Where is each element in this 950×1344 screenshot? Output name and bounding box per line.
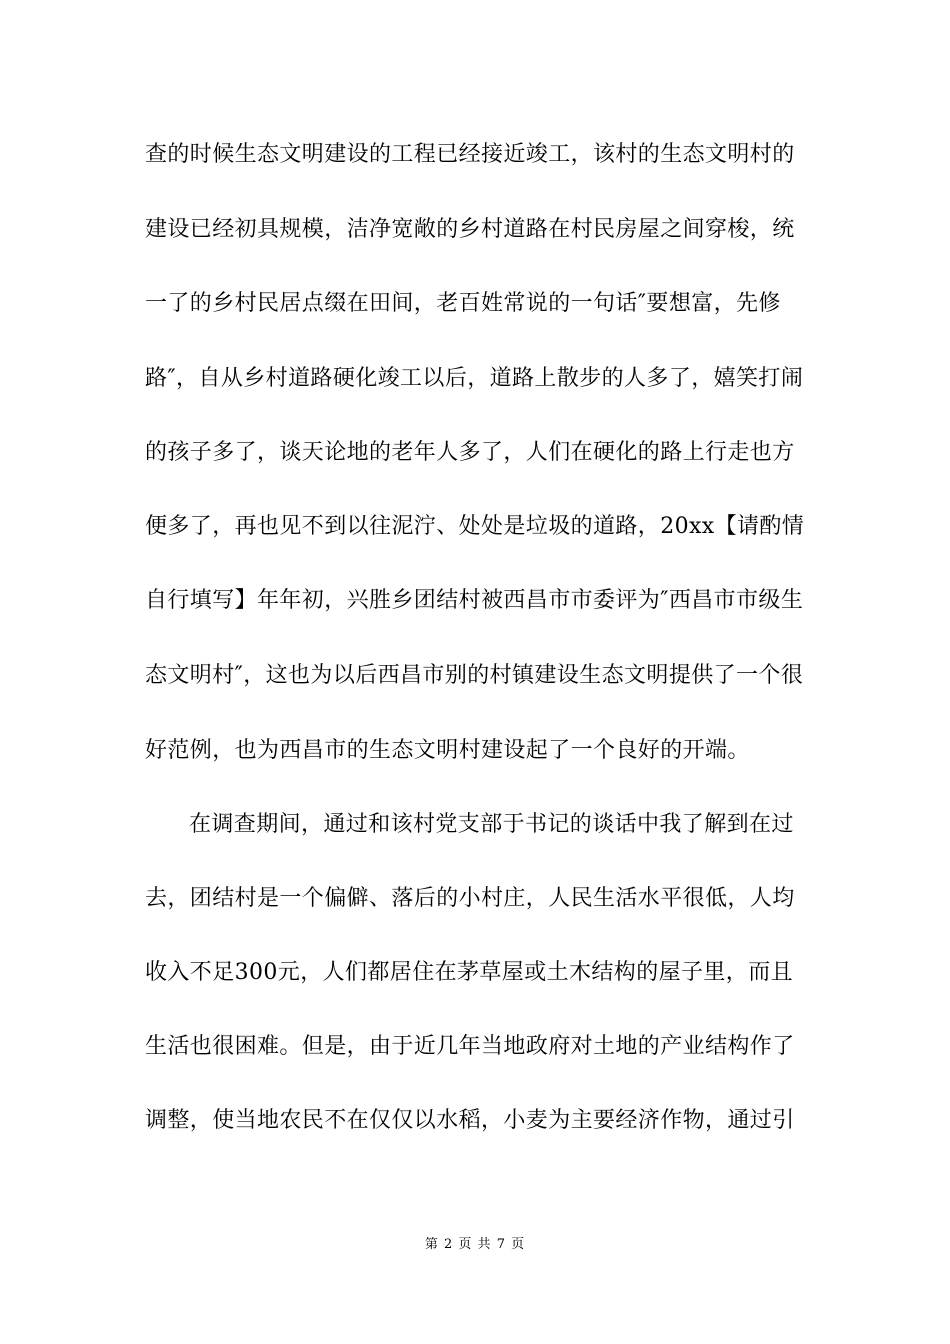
text-line: 调整，使当地农民不在仅仅以水稻，小麦为主要经济作物，通过引 [145,1108,795,1133]
text-line: 收入不足300元，人们都居住在茅草屋或土木结构的屋子里，而且 [145,960,793,985]
text-line: 好范例，也为西昌市的生态文明村建设起了一个良好的开端。 [145,738,750,763]
text-line: 态文明村″，这也为以后西昌市别的村镇建设生态文明提供了一个很 [145,663,804,688]
text-line: 自行填写】年年初，兴胜乡团结村被西昌市市委评为″西昌市市级生 [145,588,804,613]
text-line: 生活也很困难。但是，由于近几年当地政府对土地的产业结构作了 [145,1034,795,1059]
text-line: 便多了，再也见不到以往泥泞、处处是垃圾的道路，20xx【请酌情 [145,514,805,539]
text-line: 的孩子多了，谈天论地的老年人多了，人们在硬化的路上行走也方 [145,440,795,465]
paragraph-first-line: 在调查期间，通过和该村党支部于书记的谈话中我了解到在过 [189,812,794,837]
page-number-footer: 第 2 页 共 7 页 [424,1237,526,1252]
text-line: 一了的乡村民居点缀在田间，老百姓常说的一句话″要想富，先修 [145,291,781,316]
text-line: 查的时候生态文明建设的工程已经接近竣工，该村的生态文明村的 [145,142,795,167]
text-line: 去，团结村是一个偏僻、落后的小村庄，人民生活水平很低，人均 [145,886,795,911]
text-line: 路″，自从乡村道路硬化竣工以后，道路上散步的人多了，嬉笑打闹 [145,366,804,391]
text-line: 建设已经初具规模，洁净宽敞的乡村道路在村民房屋之间穿梭，统 [145,217,795,242]
